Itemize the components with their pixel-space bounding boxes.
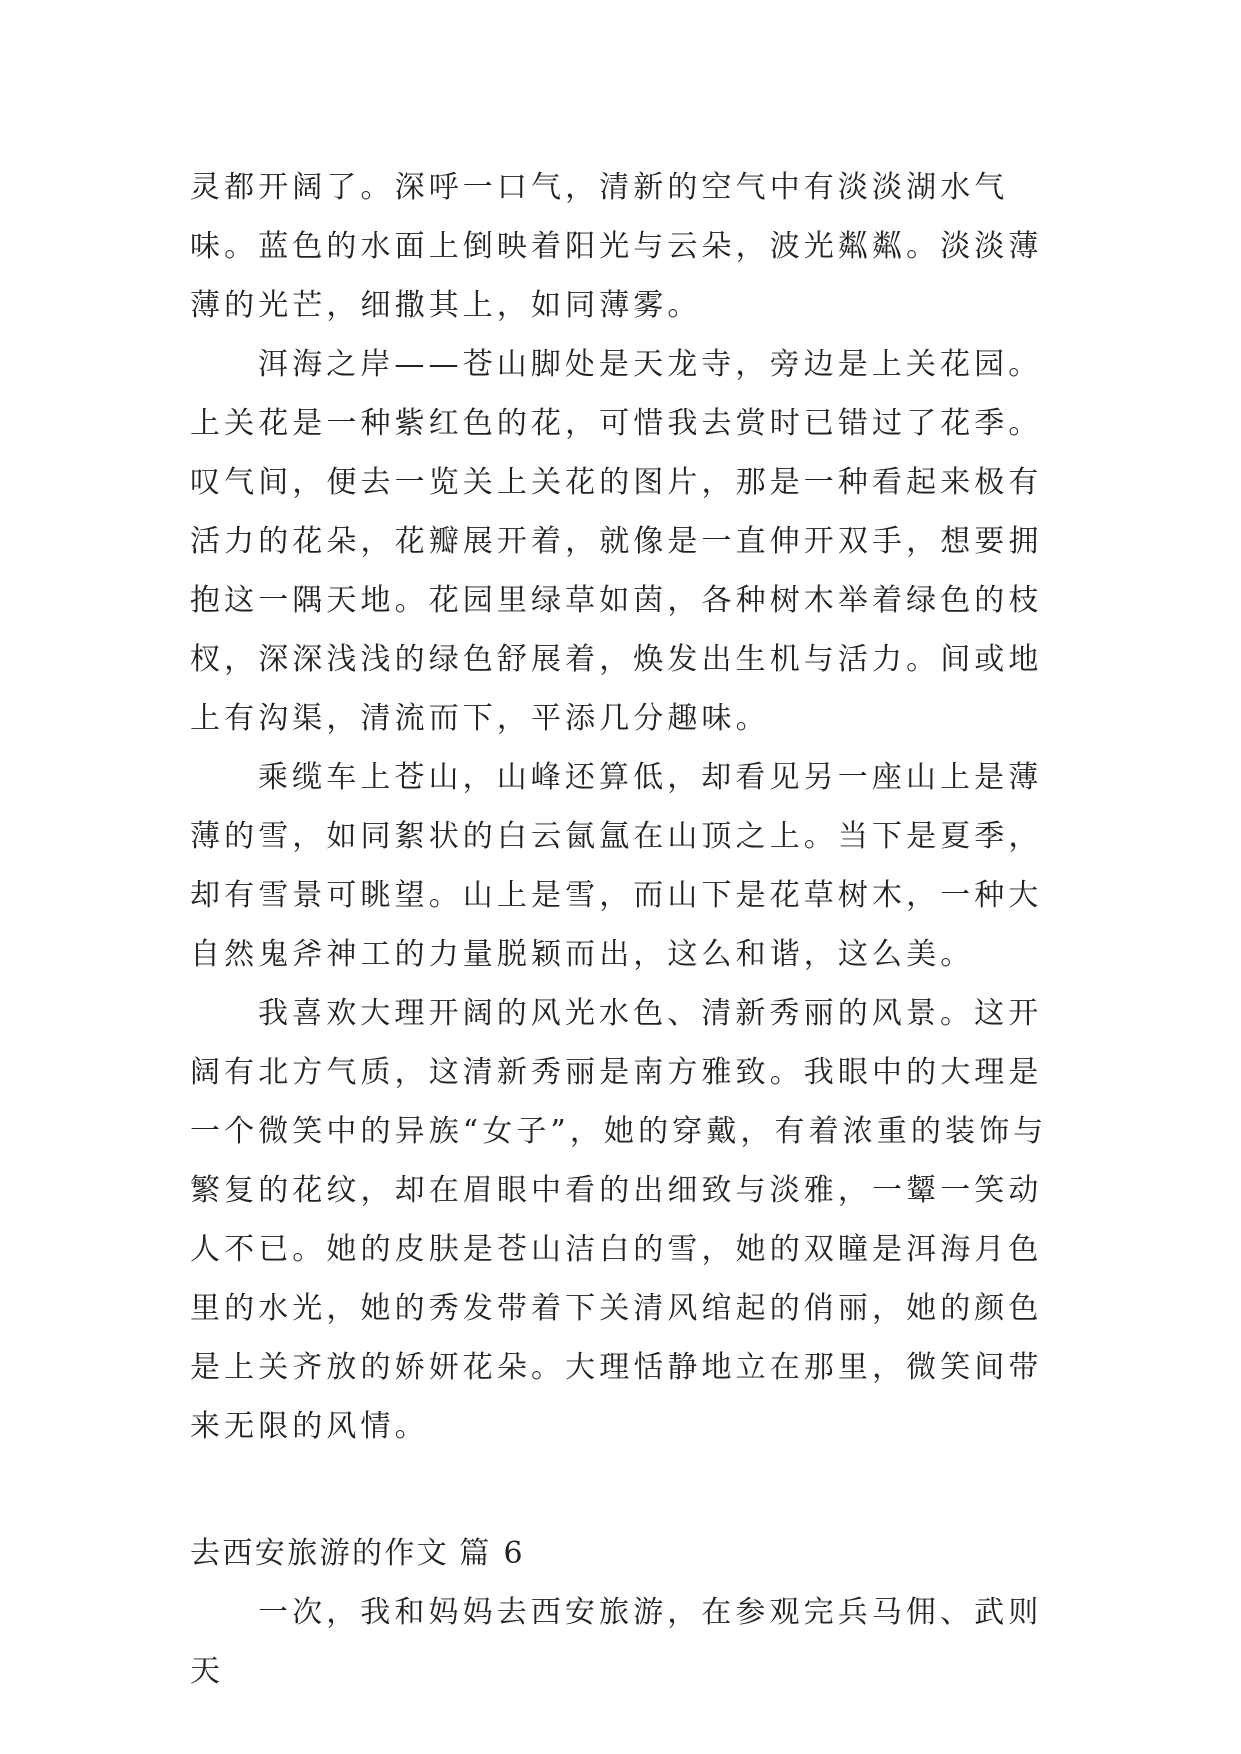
paragraph-erhai-shore: 洱海之岸——苍山脚处是天龙寺，旁边是上关花园。上关花是一种紫红色的花，可惜我去赏时已错过了花季。叹气间，便去一览关上关花的图片，那是一种看起来极有活力的花朵，花瓣展开着，就像是一直伸开双手，想要拥抱这一隅天地。花园里绿草如茵，各种树木举着绿色的枝杈，深深浅浅的绿色舒展着，焕发出生机与活力。间或地上有沟渠，清流而下，平添几分趣味。	[190, 347, 1043, 736]
document-body	[190, 158, 1060, 1701]
section-title: 去西安旅游的作文	[190, 1536, 450, 1571]
paragraph-cangshan-cable-car: 乘缆车上苍山，山峰还算低，却看见另一座山上是薄薄的雪，如同絮状的白云氤氲在山顶之上。当下是夏季，却有雪景可眺望。山上是雪，而山下是花草树木，一种大自然鬼斧神工的力量脱颖而出，这么和谐，这么美。	[190, 760, 1043, 972]
paragraph-xian-trip: 一次，我和妈妈去西安旅游，在参观完兵马佣、武则天	[190, 1595, 1043, 1689]
paragraph-continued: 灵都开阔了。深呼一口气，清新的空气中有淡淡湖水气味。蓝色的水面上倒映着阳光与云朵，波光粼粼。淡淡薄薄的光芒，细撒其上，如同薄雾。	[190, 170, 1043, 323]
section-label: 篇 6	[459, 1536, 526, 1571]
section-heading	[190, 1524, 1060, 1583]
paragraph-dali-impression: 我喜欢大理开阔的风光水色、清新秀丽的风景。这开阔有北方气质，这清新秀丽是南方雅致。我眼中的大理是一个微笑中的异族“女子”，她的穿戴，有着浓重的装饰与繁复的花纹，却在眉眼中看的出细致与淡雅，一颦一笑动人不已。她的皮肤是苍山洁白的雪，她的双瞳是洱海月色里的水光，她的秀发带着下关清风绾起的俏丽，她的颜色是上关齐放的娇妍花朵。大理恬静地立在那里，微笑间带来无限的风情。	[190, 996, 1048, 1444]
